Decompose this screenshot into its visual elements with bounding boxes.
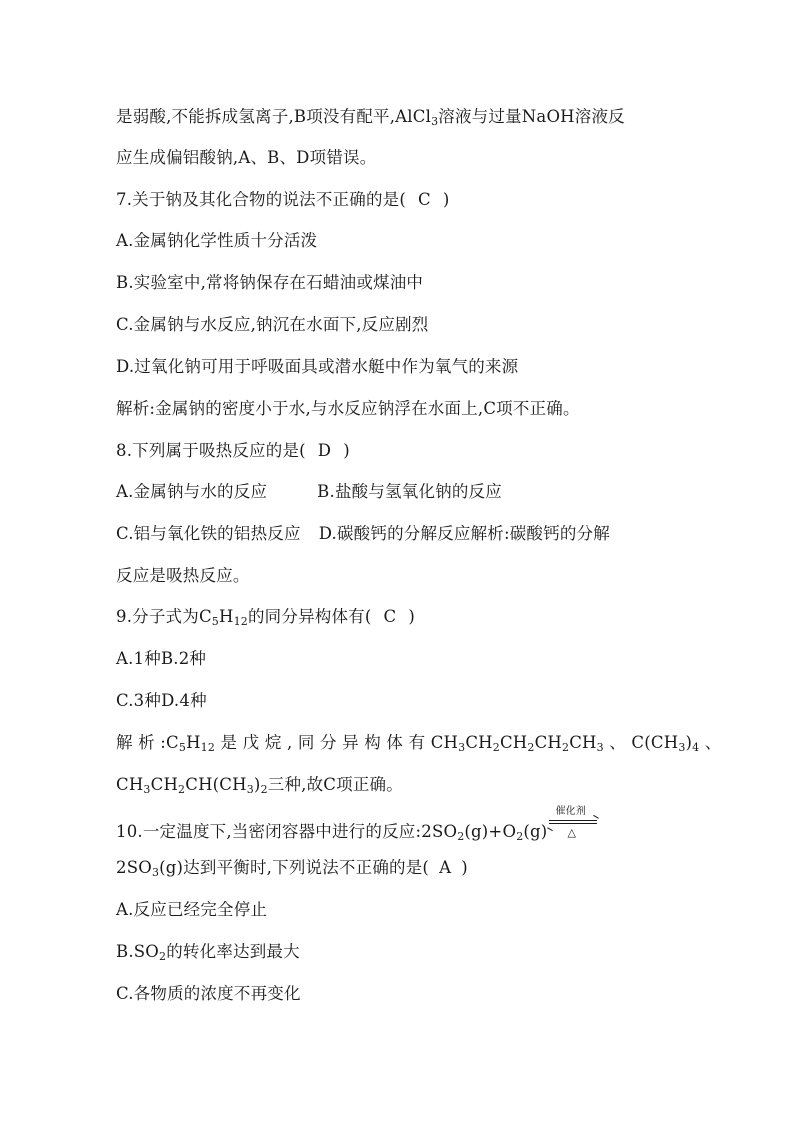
options-ab: A.1种B.2种 xyxy=(116,649,207,668)
explanation-line-1 xyxy=(116,731,722,755)
subscript: 2 xyxy=(457,830,465,843)
text-span: 、 C(CH xyxy=(603,733,679,752)
answer-letter: C xyxy=(383,607,397,626)
text-span: 三种,故C项正确。 xyxy=(267,775,403,794)
text-span: 9.分子式为C xyxy=(116,607,212,626)
text-span: ) xyxy=(685,733,693,752)
subscript: 5 xyxy=(178,741,187,754)
subscript: 3 xyxy=(151,866,160,879)
options-cd xyxy=(116,522,610,546)
subscript: 3 xyxy=(596,741,604,754)
explanation: 反应是吸热反应。 xyxy=(116,566,250,585)
text-span: CH xyxy=(150,775,179,794)
subscript: 3 xyxy=(458,741,466,754)
text-span: H xyxy=(186,733,201,752)
text-span: (g)+O xyxy=(464,822,517,841)
text-span: 是弱酸,不能拆成氢离子,B项没有配平,AlCl xyxy=(116,107,432,126)
catalyst-label: 催化剂 xyxy=(555,806,587,817)
text-span: (g)达到平衡时,下列说法不正确的是( xyxy=(159,858,430,877)
text-span: 解 析 :C xyxy=(116,733,179,752)
text-span: 的转化率达到最大 xyxy=(166,942,300,961)
subscript: 4 xyxy=(692,741,700,754)
subscript: 12 xyxy=(200,741,216,754)
text-span: 2SO xyxy=(116,858,152,877)
text-span: 、 xyxy=(699,733,722,752)
option-b: B.盐酸与氢氧化钠的反应 xyxy=(317,482,502,501)
options-ab xyxy=(116,480,502,504)
subscript: 2 xyxy=(159,950,167,963)
subscript: 2 xyxy=(260,783,268,796)
text-span: ) xyxy=(442,190,450,209)
subscript: 3 xyxy=(143,783,151,796)
text-span: (g) xyxy=(523,822,548,841)
text-span: 溶液与过量NaOH溶液反 xyxy=(438,107,625,126)
text-span: ) xyxy=(461,858,468,877)
question-7-stem xyxy=(116,188,449,212)
text-span: ) xyxy=(253,775,261,794)
text-span: H xyxy=(218,607,234,626)
question-10-stem xyxy=(116,806,597,844)
question-9-stem xyxy=(116,605,415,629)
subscript: 3 xyxy=(246,783,254,796)
heat-symbol: △ xyxy=(567,826,577,839)
explanation-line-2 xyxy=(116,773,403,797)
text-span: B.SO xyxy=(116,942,160,961)
text-span: CH xyxy=(465,733,493,752)
option-a: A.金属钠与水的反应 xyxy=(116,482,268,501)
explanation: 解析:金属钠的密度小于水,与水反应钠浮在水面上,C项不正确。 xyxy=(116,399,580,418)
equilibrium-arrow-icon xyxy=(549,806,597,839)
option-c: C.金属钠与水反应,钠沉在水面下,反应剧烈 xyxy=(116,315,429,334)
text-span: CH xyxy=(534,733,563,752)
text-span: CH xyxy=(116,775,144,794)
subscript: 2 xyxy=(492,741,500,754)
option-a: A.反应已经完全停止 xyxy=(116,900,268,919)
text-span: CH xyxy=(499,733,528,752)
option-c: C.铝与氧化铁的铝热反应 xyxy=(116,524,301,543)
text-span: 10.一定温度下,当密闭容器中进行的反应:2SO xyxy=(116,822,458,841)
subscript: 3 xyxy=(431,115,439,128)
subscript: 2 xyxy=(178,783,186,796)
option-b xyxy=(116,940,300,964)
answer-letter: C xyxy=(417,190,431,209)
option-d: D.碳酸钙的分解反应解析:碳酸钙的分解 xyxy=(318,524,610,543)
text-span: 7.关于钠及其化合物的说法不正确的是( xyxy=(116,190,406,209)
question-8-stem xyxy=(116,439,350,463)
text-span: CH(CH xyxy=(185,775,247,794)
option-d: D.过氧化钠可用于呼吸面具或潜水艇中作为氧气的来源 xyxy=(116,357,519,376)
option-b: B.实验室中,常将钠保存在石蜡油或煤油中 xyxy=(116,273,424,292)
text-span: CH xyxy=(569,733,597,752)
subscript: 2 xyxy=(562,741,570,754)
options-cd: C.3种D.4种 xyxy=(116,691,207,710)
subscript: 12 xyxy=(233,615,248,628)
subscript: 3 xyxy=(678,741,686,754)
subscript: 2 xyxy=(516,830,524,843)
text-span: ) xyxy=(343,441,350,460)
question-10-stem-cont xyxy=(116,856,468,880)
subscript: 2 xyxy=(527,741,535,754)
answer-letter: D xyxy=(317,441,332,460)
text-span: 8.下列属于吸热反应的是( xyxy=(116,441,306,460)
answer-letter: A xyxy=(439,858,452,877)
option-c: C.各物质的浓度不再变化 xyxy=(116,984,301,1003)
text-span: ) xyxy=(408,607,415,626)
text-line: 应生成偏铝酸钠,A、B、D项错误。 xyxy=(116,148,377,167)
text-span: 是 戊 烷 , 同 分 异 构 体 有 CH xyxy=(215,733,459,752)
text-span: 的同分异构体有( xyxy=(247,607,372,626)
text-line xyxy=(116,105,625,129)
option-a: A.金属钠化学性质十分活泼 xyxy=(116,231,318,250)
subscript: 5 xyxy=(211,615,219,628)
